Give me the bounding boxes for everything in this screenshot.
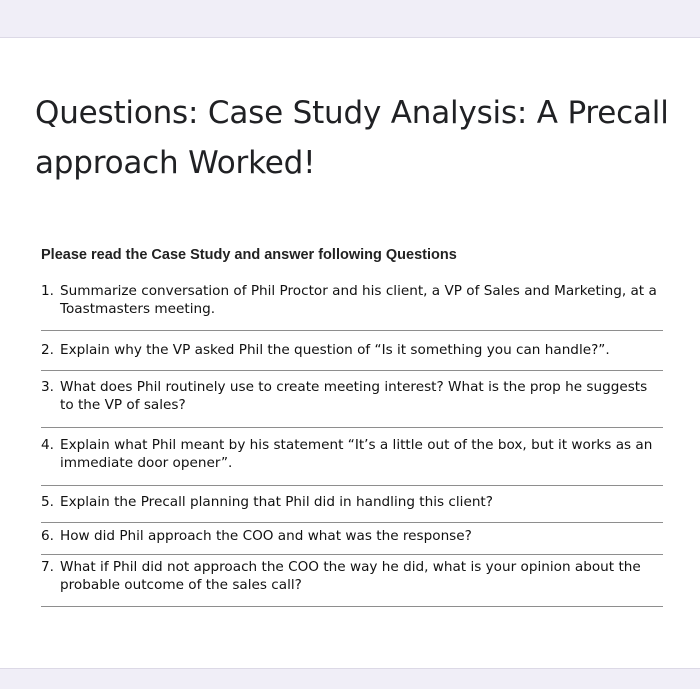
question-number: 5. bbox=[41, 494, 54, 510]
answer-line-5 bbox=[41, 522, 663, 523]
question-text: What if Phil did not approach the COO the way he did, what is your opinion about the probable outcome of the sales call? bbox=[60, 559, 641, 593]
question-6 bbox=[41, 527, 663, 545]
question-text: Explain what Phil meant by his statement “It’s a little out of the box, but it works as an immediate door opener”. bbox=[60, 437, 653, 471]
question-text: What does Phil routinely use to create meeting interest? What is the prop he suggests to the VP of sales? bbox=[60, 379, 648, 413]
question-1 bbox=[41, 282, 663, 318]
answer-line-1 bbox=[41, 330, 663, 331]
answer-line-2 bbox=[41, 370, 663, 371]
question-number: 3. bbox=[41, 379, 54, 395]
question-3 bbox=[41, 378, 663, 414]
question-number: 4. bbox=[41, 437, 54, 453]
question-text: Summarize conversation of Phil Proctor and his client, a VP of Sales and Marketing, at a Toastmasters meeting. bbox=[60, 283, 657, 317]
question-7 bbox=[41, 558, 663, 594]
answer-line-4 bbox=[41, 485, 663, 486]
question-text: Explain why the VP asked Phil the question of “Is it something you can handle?”. bbox=[60, 342, 610, 358]
question-number: 2. bbox=[41, 342, 54, 358]
answer-line-3 bbox=[41, 427, 663, 428]
top-band bbox=[0, 0, 700, 38]
question-text: Explain the Precall planning that Phil did in handling this client? bbox=[60, 494, 493, 510]
question-2 bbox=[41, 341, 663, 359]
question-number: 1. bbox=[41, 283, 54, 299]
page-title: Questions: Case Study Analysis: A Precall approach Worked! bbox=[35, 95, 669, 181]
question-number: 7. bbox=[41, 559, 54, 575]
bottom-band bbox=[0, 668, 700, 689]
question-text: How did Phil approach the COO and what was the response? bbox=[60, 528, 472, 544]
instruction-text: Please read the Case Study and answer following Questions bbox=[41, 247, 457, 263]
answer-line-7 bbox=[41, 606, 663, 607]
question-4 bbox=[41, 436, 663, 472]
question-number: 6. bbox=[41, 528, 54, 544]
question-5 bbox=[41, 493, 663, 511]
answer-line-6 bbox=[41, 554, 663, 555]
